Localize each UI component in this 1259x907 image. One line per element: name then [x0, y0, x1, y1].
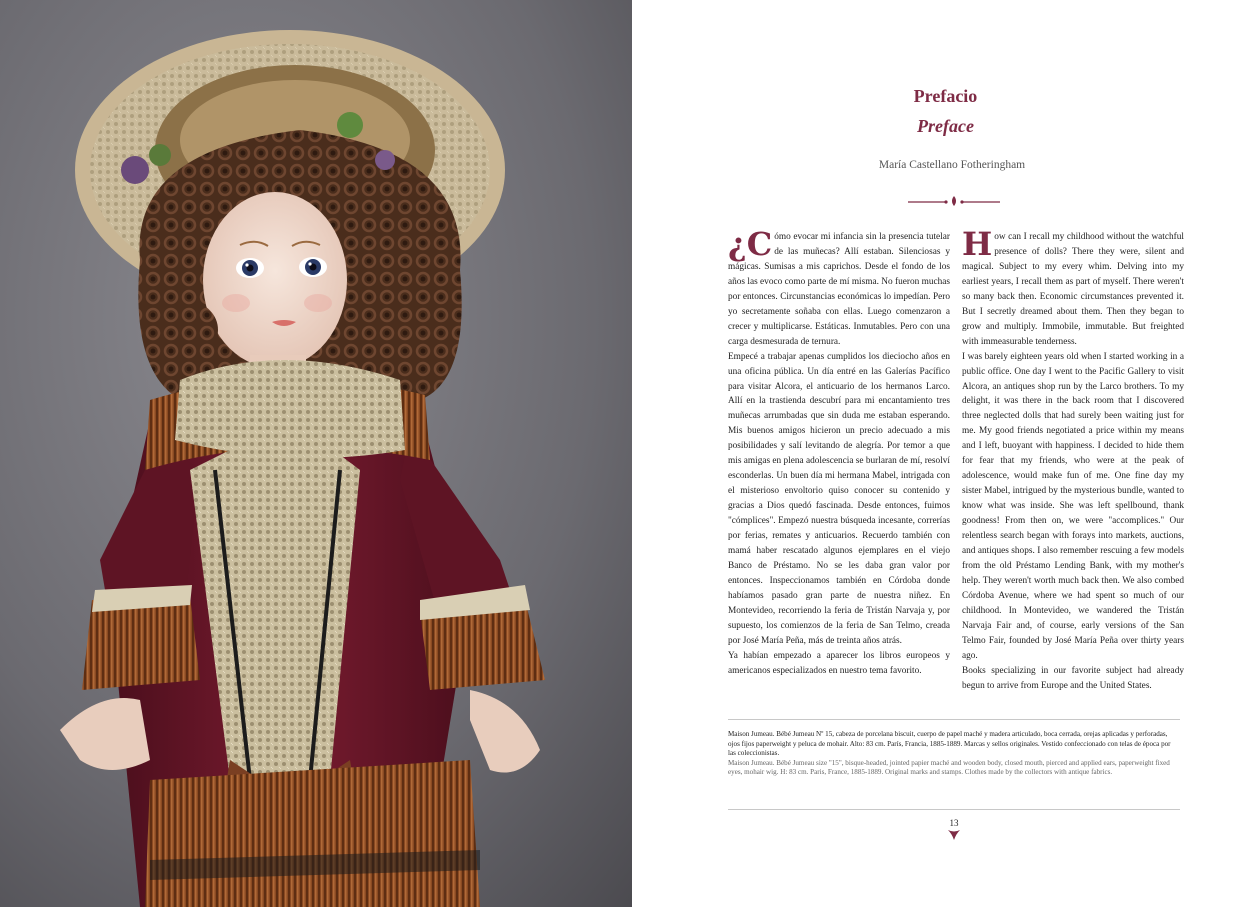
title-english: Preface [917, 116, 974, 136]
caption-english: Maison Jumeau. Bébé Jumeau size "15", bisque-headed, jointed papier maché and wooden body, closed mouth, pierced and applied ears, paperweight fixed eyes, mohair wig. H: 83 cm. Paris, France, 1885-1889. Original marks and stamps. Clothes made by the collectors with antique fabrics. [728, 758, 1170, 776]
english-text-column [962, 230, 1184, 695]
english-paragraph: Books specializing in our favorite subject had already begun to arrive from Europe and the United States. [962, 665, 1184, 691]
english-paragraph-text: ow can I recall my childhood without the watchful presence of dolls? There they were, silent and magical. Subject to my every whim. Delving into my earliest years, I recall them as part of myself. There weren't so many back then. Economic circumstances prevented it. But I secretly dreamed about them. Then they began to grow and multiply. Immobile, immutable. But freighted with immeasurable tenderness. [962, 232, 1184, 347]
photo-caption [728, 730, 1180, 778]
spanish-paragraph-text: ómo evocar mi infancia sin la presencia tutelar de las muñecas? Allí estaban. Silenciosas y mágicas. Sumisas a mis caprichos. Desde el fondo de los años las evoco como parte de mí misma. No fueron muchas por entonces. Circunstancias económicas lo impedían. Pero yo secretamente soñaba con ellas. Luego comenzaron a crecer y multiplicarse. Estáticas. Inmutables. Pero con una carga desmesurada de ternura. [728, 232, 950, 347]
page-ornament-icon [947, 829, 961, 841]
caption-spanish: Maison Jumeau. Bébé Jumeau Nº 15, cabeza de porcelana biscuit, cuerpo de papel maché y madera articulado, boca cerrada, orejas aplicadas y perforadas, ojos fijos paperweight y peluca de mohair. Alto: 83 cm. París, Francia, 1885-1889. Marcas y sellos originales. Vestido confeccionado con telas de época por las coleccionistas. [728, 730, 1171, 757]
spanish-text-column [728, 230, 950, 695]
caption-top-divider [728, 719, 1180, 720]
spanish-paragraph: Ya habían empezado a aparecer los libros europeos y americanos especializados en nuestro tema favorito. [728, 650, 950, 676]
spanish-paragraph: Empecé a trabajar apenas cumplidos los dieciocho años en una oficina pública. Un día entré en las Galerías Pacífico para visitar Alcora, el anticuario de los hermanos Larco. Allí en la trastienda descubrí para mi encantamiento tres muñecas arrumbadas que sin duda me estaban esperando. Mis buenos amigos hicieron un precio adecuado a mis posibilidades y salí levitando de alegría. Por temor a que mis amigas en plena adolescencia se burlaran de mí, resolví esconderlas. Un buen día mi hermana Mabel, intrigada con el misterioso envoltorio quiso conocer su contenido y gracias a Dios quedó fascinada. Desde entonces, fuimos "cómplices". Empezó nuestra búsqueda incesante, correrías por ferias, remates y anticuarios. Recuerdo también con mamá haber rescatado algunos ejemplares en el viejo Banco de Préstamo. No se les daba gran valor por entonces. Inspeccionamos también en Córdoba donde habíamos pasado gran parte de nuestra niñez. En Montevideo, recorriendo la feria de Tristán Narvaja y, por supuesto, los comienzos de la feria de San Telmo, creada por José María Peña, más de treinta años atrás. [728, 351, 950, 646]
english-paragraph [962, 230, 1184, 350]
title-spanish: Prefacio [913, 86, 978, 106]
caption-bottom-divider [728, 809, 1180, 810]
spanish-paragraph [728, 230, 950, 350]
english-paragraph: I was barely eighteen years old when I started working in a public office. One day I went to the Pacific Gallery to visit Alcora, an antiques shop run by the Larco brothers. To my delight, it was there in the back room that I discovered three neglected dolls that had surely been waiting just for me. My good friends negotiated a price within my means and I left, buoyant with happiness. I decided to hide them for fear that my friends, who were at the peak of adolescence, would make fun of me. One fine day my sister Mabel, intrigued by the mysterious bundle, wanted to know what was inside. She was left spellbound, thank goodness! From then on, we were "accomplices." Our relentless search began with forays into markets, auctions, and antiques shops. I also remember rescuing a few models from the old Préstamo Lending Bank, with my mother's help. They weren't worth much back then. We also combed Córdoba Avenue, where we had spent so much of our childhood. In Montevideo, we wandered the Tristán Narvaja Fair and, of course, early versions of the San Telmo Fair, founded by José María Peña over thirty years ago. [962, 351, 1184, 661]
page-number: 13 [949, 818, 959, 828]
author-name: María Castellano Fotheringham [878, 159, 1026, 171]
title-ornament-icon [906, 194, 1002, 208]
dropcap-spanish: ¿C [728, 230, 773, 263]
dropcap-english: H [962, 230, 993, 263]
text-page [632, 0, 1259, 907]
